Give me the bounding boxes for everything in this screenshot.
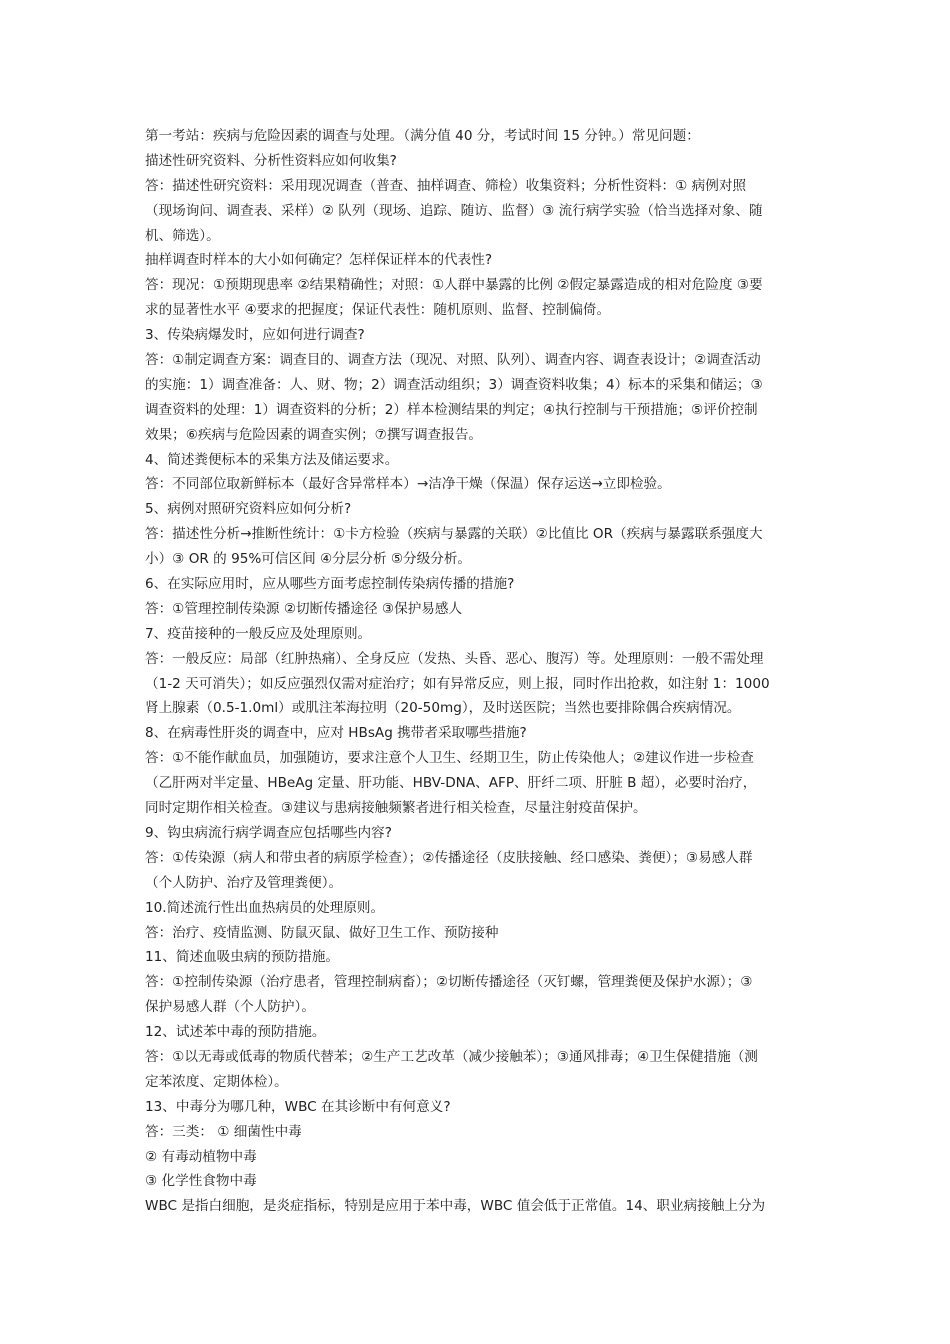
text-line: 8、在病毒性肝炎的调查中，应对 HBsAg 携带者采取哪些措施? (145, 725, 527, 742)
text-line: 3、传染病爆发时，应如何进行调查? (145, 327, 365, 344)
text-line: 答：①制定调查方案：调查目的、调查方法（现况、对照、队列）、调查内容、调查表设计；②调查活动 (145, 352, 761, 369)
text-line: 答：①不能作献血员，加强随访，要求注意个人卫生、经期卫生，防止传染他人；②建议作进一步检查 (145, 750, 754, 767)
text-line: 描述性研究资料、分析性资料应如何收集? (145, 152, 397, 169)
text-line: WBC 是指白细胞，是炎症指标，特别是应用于苯中毒，WBC 值会低于正常值。14、职业病接触上分为 (145, 1198, 766, 1215)
text-line: 求的显著性水平 ④要求的把握度；保证代表性：随机原则、监督、控制偏倚。 (145, 302, 611, 319)
text-line: 答：描述性分析→推断性统计：①卡方检验（疾病与暴露的关联）②比值比 OR（疾病与暴露联系强度大 (145, 526, 763, 543)
text-line: 答：①管理控制传染源 ②切断传播途径 ③保护易感人 (145, 600, 463, 617)
text-line: 同时定期作相关检查。③建议与患病接触频繁者进行相关检查，尽量注射疫苗保护。 (145, 800, 647, 817)
text-line: ② 有毒动植物中毒 (145, 1148, 257, 1165)
text-line: 答：一般反应：局部（红肿热痛）、全身反应（发热、头昏、恶心、腹泻）等。处理原则：一般不需处理 (145, 650, 764, 667)
text-line: 10.简述流行性出血热病员的处理原则。 (145, 899, 385, 916)
text-line: 定苯浓度、定期体检）。 (145, 1073, 288, 1090)
text-line: 7、疫苗接种的一般反应及处理原则。 (145, 625, 372, 642)
text-line: 13、中毒分为哪几种，WBC 在其诊断中有何意义? (145, 1098, 451, 1115)
text-line: 第一考站：疾病与危险因素的调查与处理。（满分值 40 分，考试时间 15 分钟。）常见问题： (145, 128, 700, 144)
text-line: 答：三类： ① 细菌性中毒 (145, 1123, 302, 1140)
text-line: 答：①控制传染源（治疗患者，管理控制病畜）；②切断传播途径（灭钉螺，管理粪便及保护水源）；③ (145, 974, 753, 991)
text-line: 抽样调查时样本的大小如何确定？怎样保证样本的代表性? (145, 252, 493, 269)
text-line: 6、在实际应用时，应从哪些方面考虑控制传染病传播的措施? (145, 576, 515, 593)
text-line: 效果；⑥疾病与危险因素的调查实例；⑦撰写调查报告。 (145, 426, 483, 443)
document-body (145, 124, 810, 1219)
text-line: 5、病例对照研究资料应如何分析? (145, 501, 352, 518)
text-line: 答：不同部位取新鲜标本（最好含异常样本）→洁净干燥（保温）保存运送→立即检验。 (145, 476, 671, 493)
text-line: （1-2 天可消失）；如反应强烈仅需对症治疗；如有异常反应，则上报，同时作出抢救，如注射 1：1000 (145, 675, 770, 692)
text-line: 12、试述苯中毒的预防措施。 (145, 1024, 326, 1041)
text-line: 小）③ OR 的 95%可信区间 ④分层分析 ⑤分级分析。 (145, 551, 472, 568)
text-line: 答：①以无毒或低毒的物质代替苯；②生产工艺改革（减少接触苯）；③通风排毒；④卫生保健措施（测 (145, 1048, 758, 1065)
text-line: 的实施：1）调查准备：人、财、物；2）调查活动组织；3）调查资料收集；4）标本的采集和储运；③ (145, 376, 763, 393)
text-line: 9、钩虫病流行病学调查应包括哪些内容? (145, 824, 392, 841)
text-line: 保护易感人群（个人防护）。 (145, 999, 315, 1016)
text-line: 4、简述粪便标本的采集方法及储运要求。 (145, 451, 399, 468)
text-line: 调查资料的处理：1）调查资料的分析；2）样本检测结果的判定；④执行控制与干预措施；⑤评价控制 (145, 401, 758, 418)
text-line: 答：①传染源（病人和带虫者的病原学检查）；②传播途径（皮肤接触、经口感染、粪便）；③易感人群 (145, 849, 753, 866)
text-line: （个人防护、治疗及管理粪便）。 (145, 874, 343, 891)
text-line: 机、筛选）。 (145, 227, 220, 244)
text-line: ③ 化学性食物中毒 (145, 1173, 257, 1190)
text-line: 答：现况：①预期现患率 ②结果精确性；对照：①人群中暴露的比例 ②假定暴露造成的相对危险度 ③要 (145, 277, 763, 294)
text-line: 答：治疗、疫情监测、防鼠灭鼠、做好卫生工作、预防接种 (145, 924, 499, 941)
text-line: （现场询问、调查表、采样）② 队列（现场、追踪、随访、监督）③ 流行病学实验（恰当选择对象、随 (145, 202, 763, 219)
text-line: 答：描述性研究资料：采用现况调查（普查、抽样调查、筛检）收集资料；分析性资料：① 病例对照 (145, 177, 747, 194)
text-line: （乙肝两对半定量、HBeAg 定量、肝功能、HBV-DNA、AFP、肝纤二项、肝脏 B 超），必要时治疗， (145, 775, 757, 792)
text-line: 11、简述血吸虫病的预防措施。 (145, 949, 340, 966)
text-line: 肾上腺素（0.5-1.0ml）或肌注苯海拉明（20-50mg），及时送医院；当然也要排除偶合疾病情况。 (145, 700, 741, 717)
